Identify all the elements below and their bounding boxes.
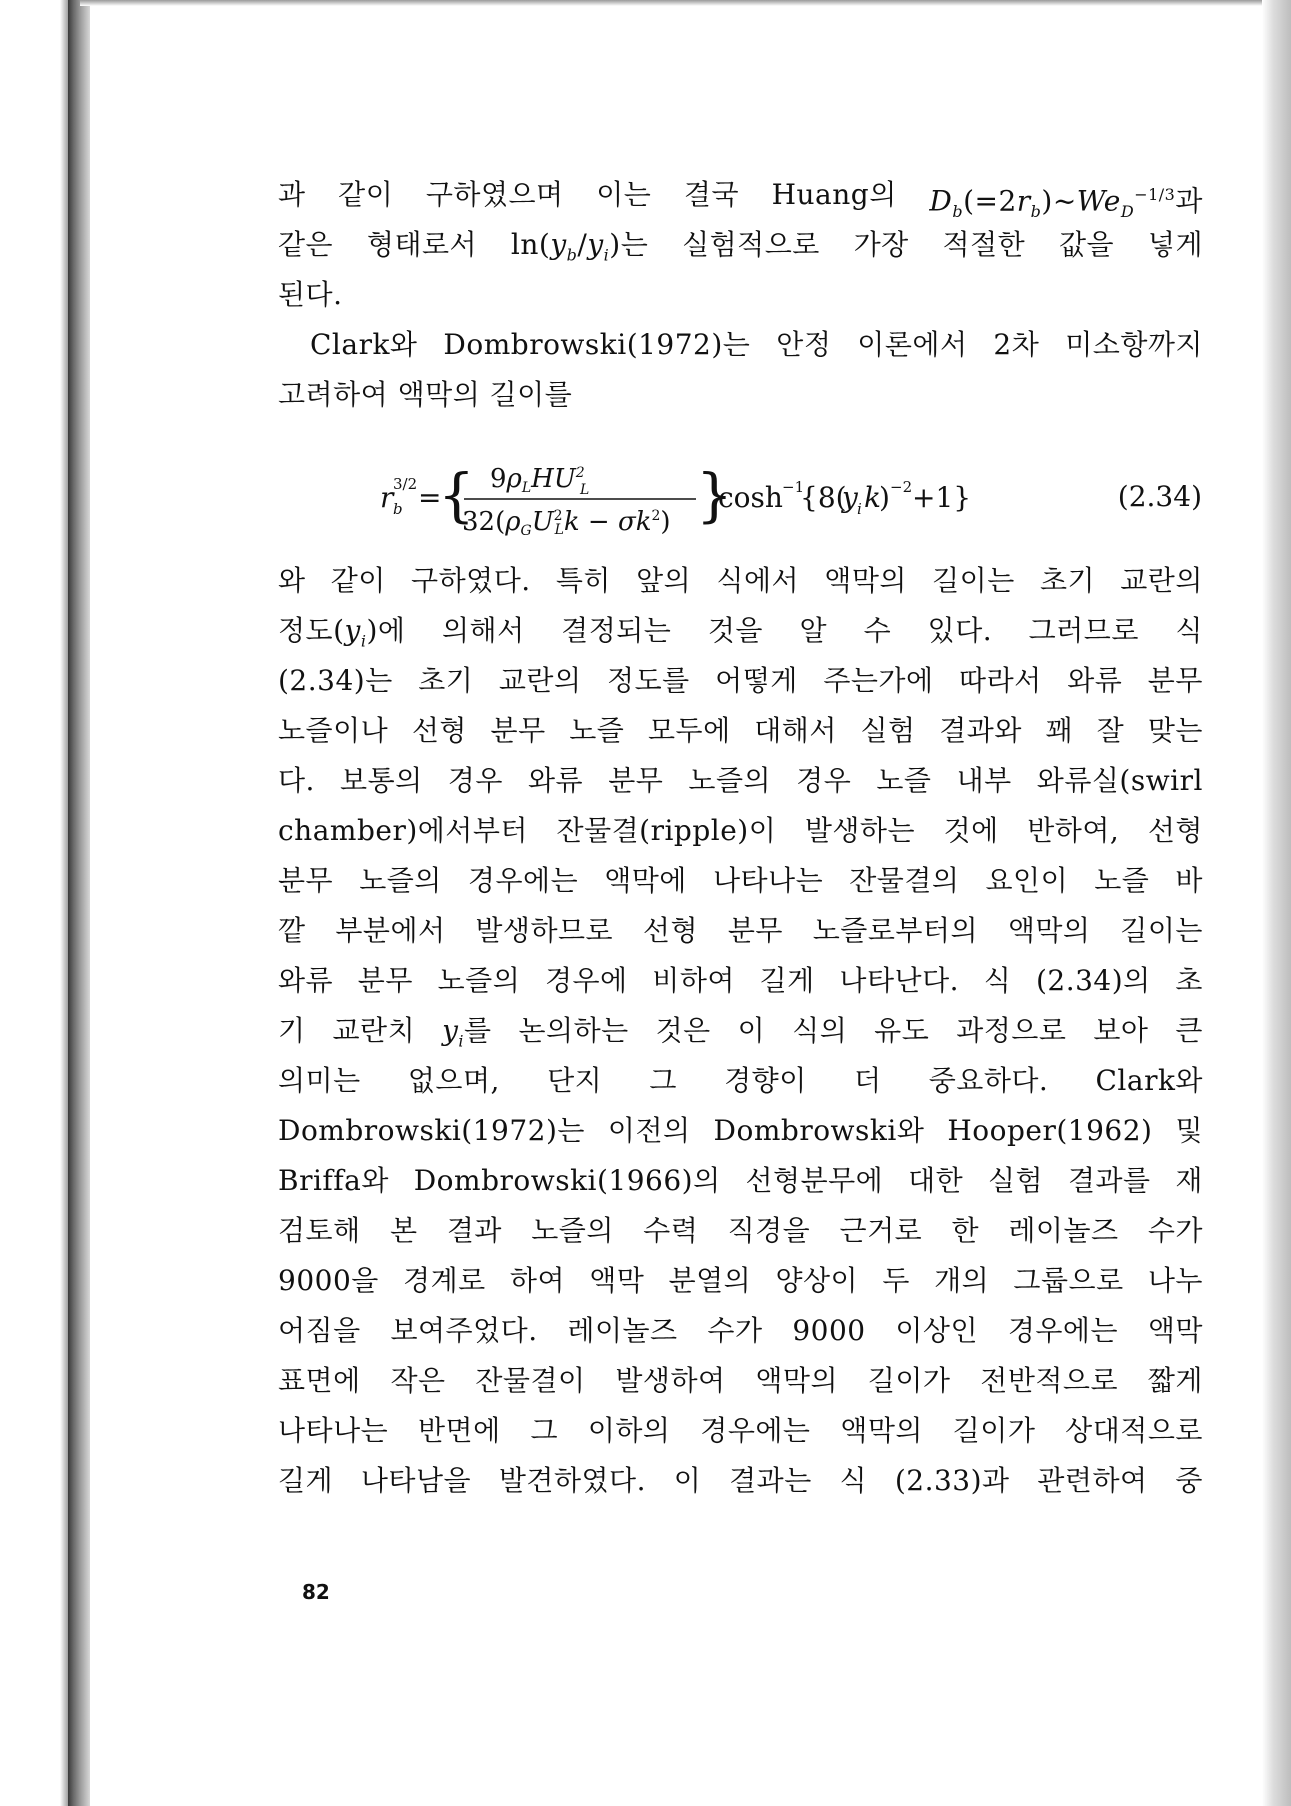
book-spine-shadow [68,0,90,1806]
svg-text:{: { [438,461,475,529]
text-line: 과 같이 구하였으며 이는 결국 Huang의 $D_b(=2r_b)\sim We_D^{-1/3}$과 [278,178,1203,221]
svg-text:32(ρGU2Lk − σk2): 32(ρGU$^2$ $Lk - \sigma k^2$) [462,507,671,539]
svg-text:−1: −1 [782,478,805,496]
svg-text:cosh: cosh [718,481,783,514]
text-line: 나타나는 반면에 그 이하의 경우에는 액막의 길이가 상대적으로 [278,1414,1203,1447]
svg-text:y: y [842,481,858,514]
svg-text:}: } [696,461,733,529]
svg-text:=: = [418,481,442,514]
text-line: 표면에 작은 잔물결이 발생하여 액막의 길이가 전반적으로 짧게 [278,1364,1203,1397]
svg-text:i: i [857,500,862,518]
paragraph-block-main [278,556,1203,1506]
text-line: 의미는 없으며, 단지 그 경향이 더 중요하다. Clark와 [278,1064,1203,1097]
svg-text:9ρLHU2: 9ρLHU$^2$ [490,464,585,496]
svg-text:b: b [393,500,403,518]
svg-text:L: L [580,482,590,498]
svg-text:r: r [380,481,394,514]
svg-text:): ) [879,481,890,514]
text-line: 와 같이 구하였다. 특히 앞의 식에서 액막의 길이는 초기 교란의 [278,564,1203,597]
paragraph-block-top [278,170,1203,420]
page-right-edge [1262,0,1291,1806]
svg-text:k: k [864,481,881,514]
equation-2-34 [380,452,1202,542]
equation-number: (2.34) [1117,480,1202,513]
text-line: Briffa와 Dombrowski(1966)의 선형분무에 대한 실험 결과를 재 [278,1164,1203,1197]
page-number: 82 [302,1580,330,1604]
text-line: 분무 노즐의 경우에는 액막에 나타나는 잔물결의 요인이 노즐 바 [278,864,1203,897]
text-line: 검토해 본 결과 노즐의 수력 직경을 근거로 한 레이놀즈 수가 [278,1214,1203,1247]
text-line: 고려하여 액막의 길이를 [278,378,573,411]
text-line: 어짐을 보여주었다. 레이놀즈 수가 9000 이상인 경우에는 액막 [278,1314,1203,1347]
text-line: Dombrowski(1972)는 이전의 Dombrowski와 Hooper(1962) 및 [278,1114,1203,1147]
text-line: chamber)에서부터 잔물결(ripple)이 발생하는 것에 반하여, 선형 [278,814,1203,847]
text-line: Clark와 Dombrowski(1972)는 안정 이론에서 2차 미소항까지 [310,328,1203,361]
text-line: 깥 부분에서 발생하므로 선형 분무 노즐로부터의 액막의 길이는 [278,914,1203,947]
text-line: 9000을 경계로 하여 액막 분열의 양상이 두 개의 그룹으로 나누 [278,1264,1203,1297]
equation-body [380,452,1020,542]
svg-text:−2: −2 [890,478,913,496]
text-line: 된다. [278,278,343,311]
text-line: 다. 보통의 경우 와류 분무 노즐의 경우 노즐 내부 와류실(swirl [278,764,1203,797]
text-line: 길게 나타남을 발견하였다. 이 결과는 식 (2.33)과 관련하여 중 [278,1464,1203,1497]
text-line: 와류 분무 노즐의 경우에 비하여 길게 나타난다. 식 (2.34)의 초 [278,964,1203,997]
text-line: (2.34)는 초기 교란의 정도를 어떻게 주는가에 따라서 와류 분무 [278,664,1203,697]
svg-text:3/2: 3/2 [393,475,418,493]
text-line: 노즐이나 선형 분무 노즐 모두에 대해서 실험 결과와 꽤 잘 맞는 [278,714,1203,747]
text-line: 정도$(y_i)$에 의해서 결정되는 것을 알 수 있다. 그러므로 식 [278,614,1203,651]
text-line: 기 교란치 $y_i$를 논의하는 것은 이 식의 유도 과정으로 보아 큰 [278,1014,1203,1051]
svg-text:+1}: +1} [912,481,972,514]
text-line: 같은 형태로서 $\ln(y_b/y_i)$는 실험적으로 가장 적절한 값을 넣게 [278,228,1203,265]
svg-text:{8(: {8( [800,481,847,514]
